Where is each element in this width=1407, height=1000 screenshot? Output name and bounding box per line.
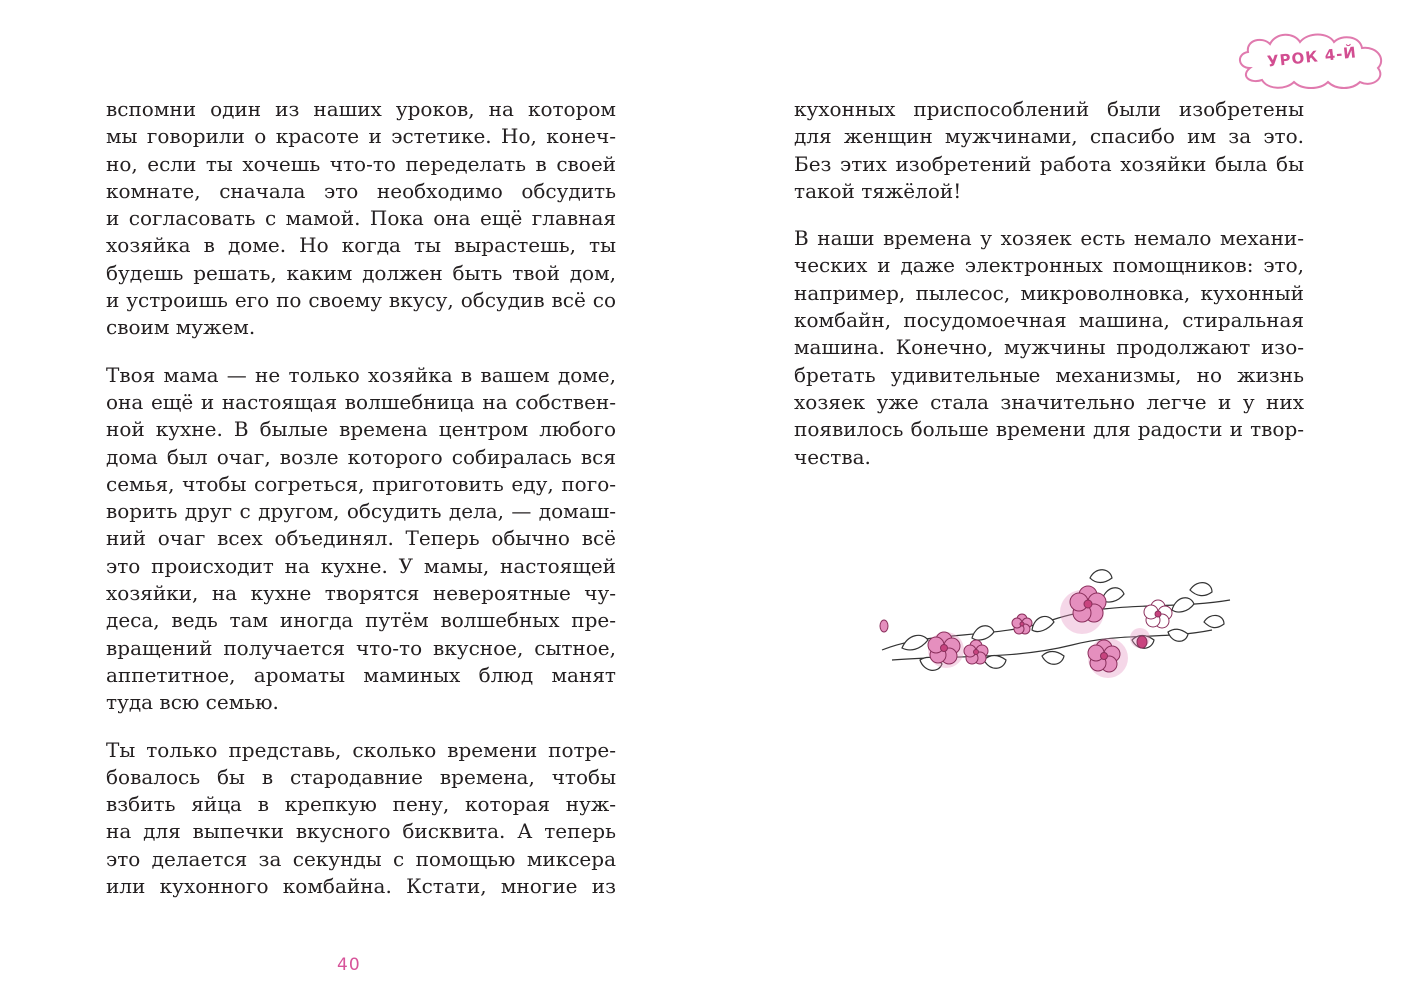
text-line: ний очаг всех объединял. Теперь обычно всё — [106, 526, 616, 551]
text-line: Ты только представь, сколько времени потре- — [106, 737, 616, 762]
text-line: будешь решать, каким должен быть твой дом, — [106, 260, 616, 285]
text-line: аппетитное, ароматы маминых блюд манят — [106, 662, 616, 687]
text-line: хозяйки, на кухне творятся невероятные чу- — [106, 581, 616, 606]
text-line: бретать удивительные механизмы, но жизнь — [794, 362, 1304, 387]
paragraph — [106, 96, 616, 342]
right-column — [794, 96, 1304, 471]
text-line: Твоя мама — не только хозяйка в вашем доме, — [106, 362, 616, 387]
text-line: или кухонного комбайна. Кстати, многие из — [106, 874, 616, 899]
text-line: это происходит на кухне. У мамы, настоящей — [106, 553, 616, 578]
text-line: ворить друг с другом, обсудить дела, — домаш- — [106, 499, 616, 524]
paragraph — [106, 362, 616, 717]
text-line: Без этих изобретений работа хозяйки была бы — [794, 151, 1304, 176]
text-line: семья, чтобы согреться, приготовить еду, пого- — [106, 471, 616, 496]
text-line: для женщин мужчинами, спасибо им за это. — [794, 124, 1304, 149]
text-line: на для выпечки вкусного бисквита. А теперь — [106, 819, 616, 844]
text-line: бовалось бы в стародавние времена, чтобы — [106, 764, 616, 789]
text-line: комнате, сначала это необходимо обсудить — [106, 178, 616, 203]
page-number: 40 — [337, 955, 361, 975]
lesson-badge — [1232, 28, 1392, 92]
text-line: дома был очаг, возле которого собиралась вся — [106, 444, 616, 469]
text-line: ной кухне. В былые времена центром любого — [106, 417, 616, 442]
text-line: но, если ты хочешь что-то переделать в своей — [106, 151, 616, 176]
text-line: ческих и даже электронных помощников: это, — [794, 253, 1304, 278]
paragraph — [794, 225, 1304, 471]
paragraph — [106, 737, 616, 901]
text-line: деса, ведь там иногда путём волшебных пре- — [106, 608, 616, 633]
floral-ornament — [872, 560, 1234, 690]
text-line: своим мужем. — [106, 315, 256, 340]
text-line: мы говорили о красоте и эстетике. Но, конеч- — [106, 124, 616, 149]
text-line: хозяйка в доме. Но когда ты вырастешь, ты — [106, 233, 616, 258]
text-line: она ещё и настоящая волшебница на собствен- — [106, 389, 616, 414]
text-line: хозяек уже стала значительно легче и у них — [794, 389, 1304, 414]
text-line: это делается за секунды с помощью миксера — [106, 846, 616, 871]
text-line: машина. Конечно, мужчины продолжают изо- — [794, 335, 1304, 360]
text-line: чества. — [794, 444, 871, 469]
lesson-label: УРОК 4-Й — [1266, 43, 1358, 71]
text-line: комбайн, посудомоечная машина, стиральная — [794, 308, 1304, 333]
text-line: В наши времена у хозяек есть немало механи- — [794, 226, 1304, 251]
text-line: и устроишь его по своему вкусу, обсудив всё со — [106, 288, 616, 313]
text-line: взбить яйца в крепкую пену, которая нуж- — [106, 792, 616, 817]
floral-ornament-icon — [872, 560, 1234, 690]
paragraph — [794, 96, 1304, 205]
text-line: такой тяжёлой! — [794, 178, 962, 203]
text-line: кухонных приспособлений были изобретены — [794, 97, 1304, 121]
text-line: вращений получается что-то вкусное, сытное, — [106, 635, 616, 660]
left-column — [106, 96, 616, 900]
text-line: и согласовать с мамой. Пока она ещё главная — [106, 206, 616, 231]
text-line: появилось больше времени для радости и твор- — [794, 417, 1304, 442]
text-line: вспомни один из наших уроков, на котором — [106, 97, 616, 121]
text-line: например, пылесос, микроволновка, кухонный — [794, 280, 1304, 305]
text-line: туда всю семью. — [106, 690, 279, 715]
